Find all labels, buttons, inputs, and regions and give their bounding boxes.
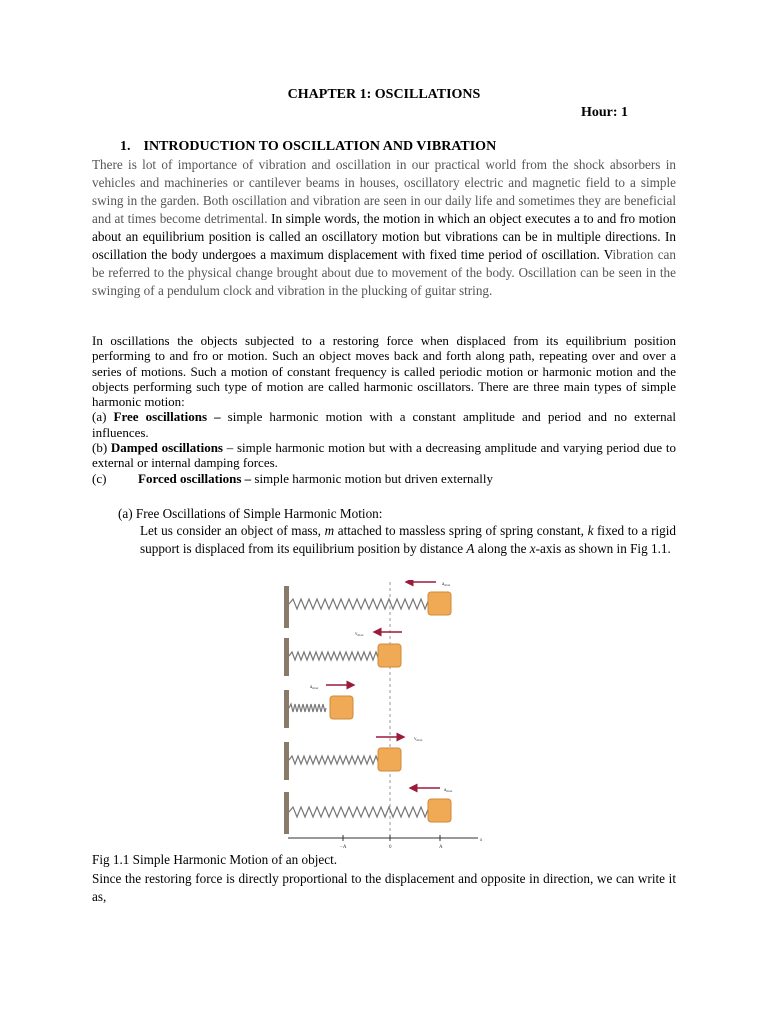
spring-4	[289, 756, 381, 764]
label-vmax-1: $v_{max}$	[355, 632, 364, 637]
x-axis	[288, 835, 483, 848]
spring-row-3	[284, 685, 354, 728]
type-damped-term: Damped oscillations	[110, 440, 223, 456]
type-forced-term: Forced oscillations –	[138, 470, 252, 486]
type-free-text: simple harmonic motion with a constant amplitude and period and no external influences.	[92, 409, 676, 440]
section-heading	[120, 139, 496, 155]
sub-text-2: attached to massless spring of spring constant,	[334, 523, 588, 538]
subsection-heading: (a) Free Oscillations of Simple Harmonic Motion:	[118, 506, 383, 521]
label-amax-top: $a_{max}$	[442, 582, 451, 587]
type-forced	[92, 471, 676, 486]
types-lead: In oscillations the objects subjected to a restoring force when displaced from its equilibrium position performing to and fro or motion. Such an object moves back and forth along path, repeating over and over a series of motions. Such a motion of constant frequency is called periodic motion or harmonic motion and the objects performing such type of motion are called harmonic oscillators. There are three main types of simple harmonic motion:	[92, 333, 676, 410]
hour-label: Hour: 1	[581, 105, 629, 120]
section-number: 1.	[120, 139, 131, 154]
spring-2	[289, 652, 381, 660]
type-forced-label: (c)	[92, 470, 107, 486]
spring-row-4	[284, 737, 423, 780]
intro-paragraph	[92, 156, 676, 300]
block-3	[330, 696, 353, 719]
wall-1	[284, 586, 289, 628]
subsection-body	[140, 522, 676, 558]
sub-var-a: A	[466, 541, 475, 556]
intro-part-4: ibration can be referred to the physical change brought about due to movement of the body. Oscillation can be seen in the swinging of a pendulum clock and vibration in the plucking of guitar string.	[92, 247, 676, 298]
axis-label-minus-a: −A	[340, 845, 347, 848]
spring-3	[289, 704, 326, 712]
sub-text-4: along the	[474, 541, 530, 556]
sub-text-5: -axis as shown in Fig 1.1.	[535, 541, 671, 556]
chapter-title: CHAPTER 1: OSCILLATIONS	[287, 87, 481, 102]
block-1	[428, 592, 451, 615]
axis-label-x: x	[480, 838, 483, 843]
spring-row-2	[284, 632, 402, 676]
label-vmax-2: $v_{max}$	[414, 737, 423, 742]
axis-label-zero: 0	[389, 845, 392, 848]
wall-4	[284, 742, 289, 780]
type-free-label: (a)	[92, 409, 114, 425]
type-damped-label: (b)	[92, 440, 111, 456]
types-paragraph	[92, 333, 676, 486]
spring-1	[289, 599, 433, 609]
sub-var-m: m	[324, 523, 335, 538]
block-4	[378, 748, 401, 771]
sub-var-x: x	[529, 541, 536, 556]
figure-svg	[268, 580, 500, 848]
type-damped-text: – simple harmonic motion but with a decreasing amplitude and varying period due to external or internal damping forces.	[92, 440, 676, 471]
intro-part-1: There is lot of importance of vibration and oscillation in our practical world from the shock absorbers in vehicles and machineries or cantilever beams in houses, oscillatory electric and magnetic field to a simple swing in the garden. Both oscillation and vibration are seen in our daily life and sometimes they are beneficial and at times become detrimental.	[92, 157, 676, 226]
wall-2	[284, 638, 289, 676]
sub-text-1: Let us consider an object of mass,	[140, 523, 325, 538]
spring-row-1	[284, 582, 451, 628]
spring-row-5	[284, 788, 453, 834]
block-5	[428, 799, 451, 822]
type-free	[92, 409, 676, 440]
intro-part-2: In simple words, the motion in which an object executes a to and fro motion about an equilibrium position is called an oscillatory motion but vibrations can be in multiple directions. In oscillation the body undergoes a maximum displacement with fixed time period of oscillation.	[92, 211, 677, 262]
label-amax-bot: $a_{max}$	[444, 788, 453, 793]
sub-var-k: k	[587, 523, 594, 538]
block-2	[378, 644, 401, 667]
figure-spring-mass	[268, 580, 500, 848]
axis-label-a: A	[439, 845, 443, 848]
wall-3	[284, 690, 289, 728]
label-amax-mid: $a_{max}$	[310, 685, 319, 690]
type-free-term: Free oscillations –	[113, 409, 221, 425]
wall-5	[284, 792, 289, 834]
type-damped	[92, 440, 676, 471]
figure-caption: Fig 1.1 Simple Harmonic Motion of an object.	[92, 852, 338, 867]
intro-part-3: V	[599, 247, 613, 262]
section-title: INTRODUCTION TO OSCILLATION AND VIBRATION	[143, 139, 497, 154]
type-forced-text: simple harmonic motion but driven externally	[251, 470, 494, 486]
closing-paragraph: Since the restoring force is directly proportional to the displacement and opposite in direction, we can write it as,	[92, 871, 676, 904]
sub-text-3: fixed to a rigid support is displaced from its equilibrium position by distance	[140, 523, 676, 556]
spring-5	[289, 807, 433, 817]
